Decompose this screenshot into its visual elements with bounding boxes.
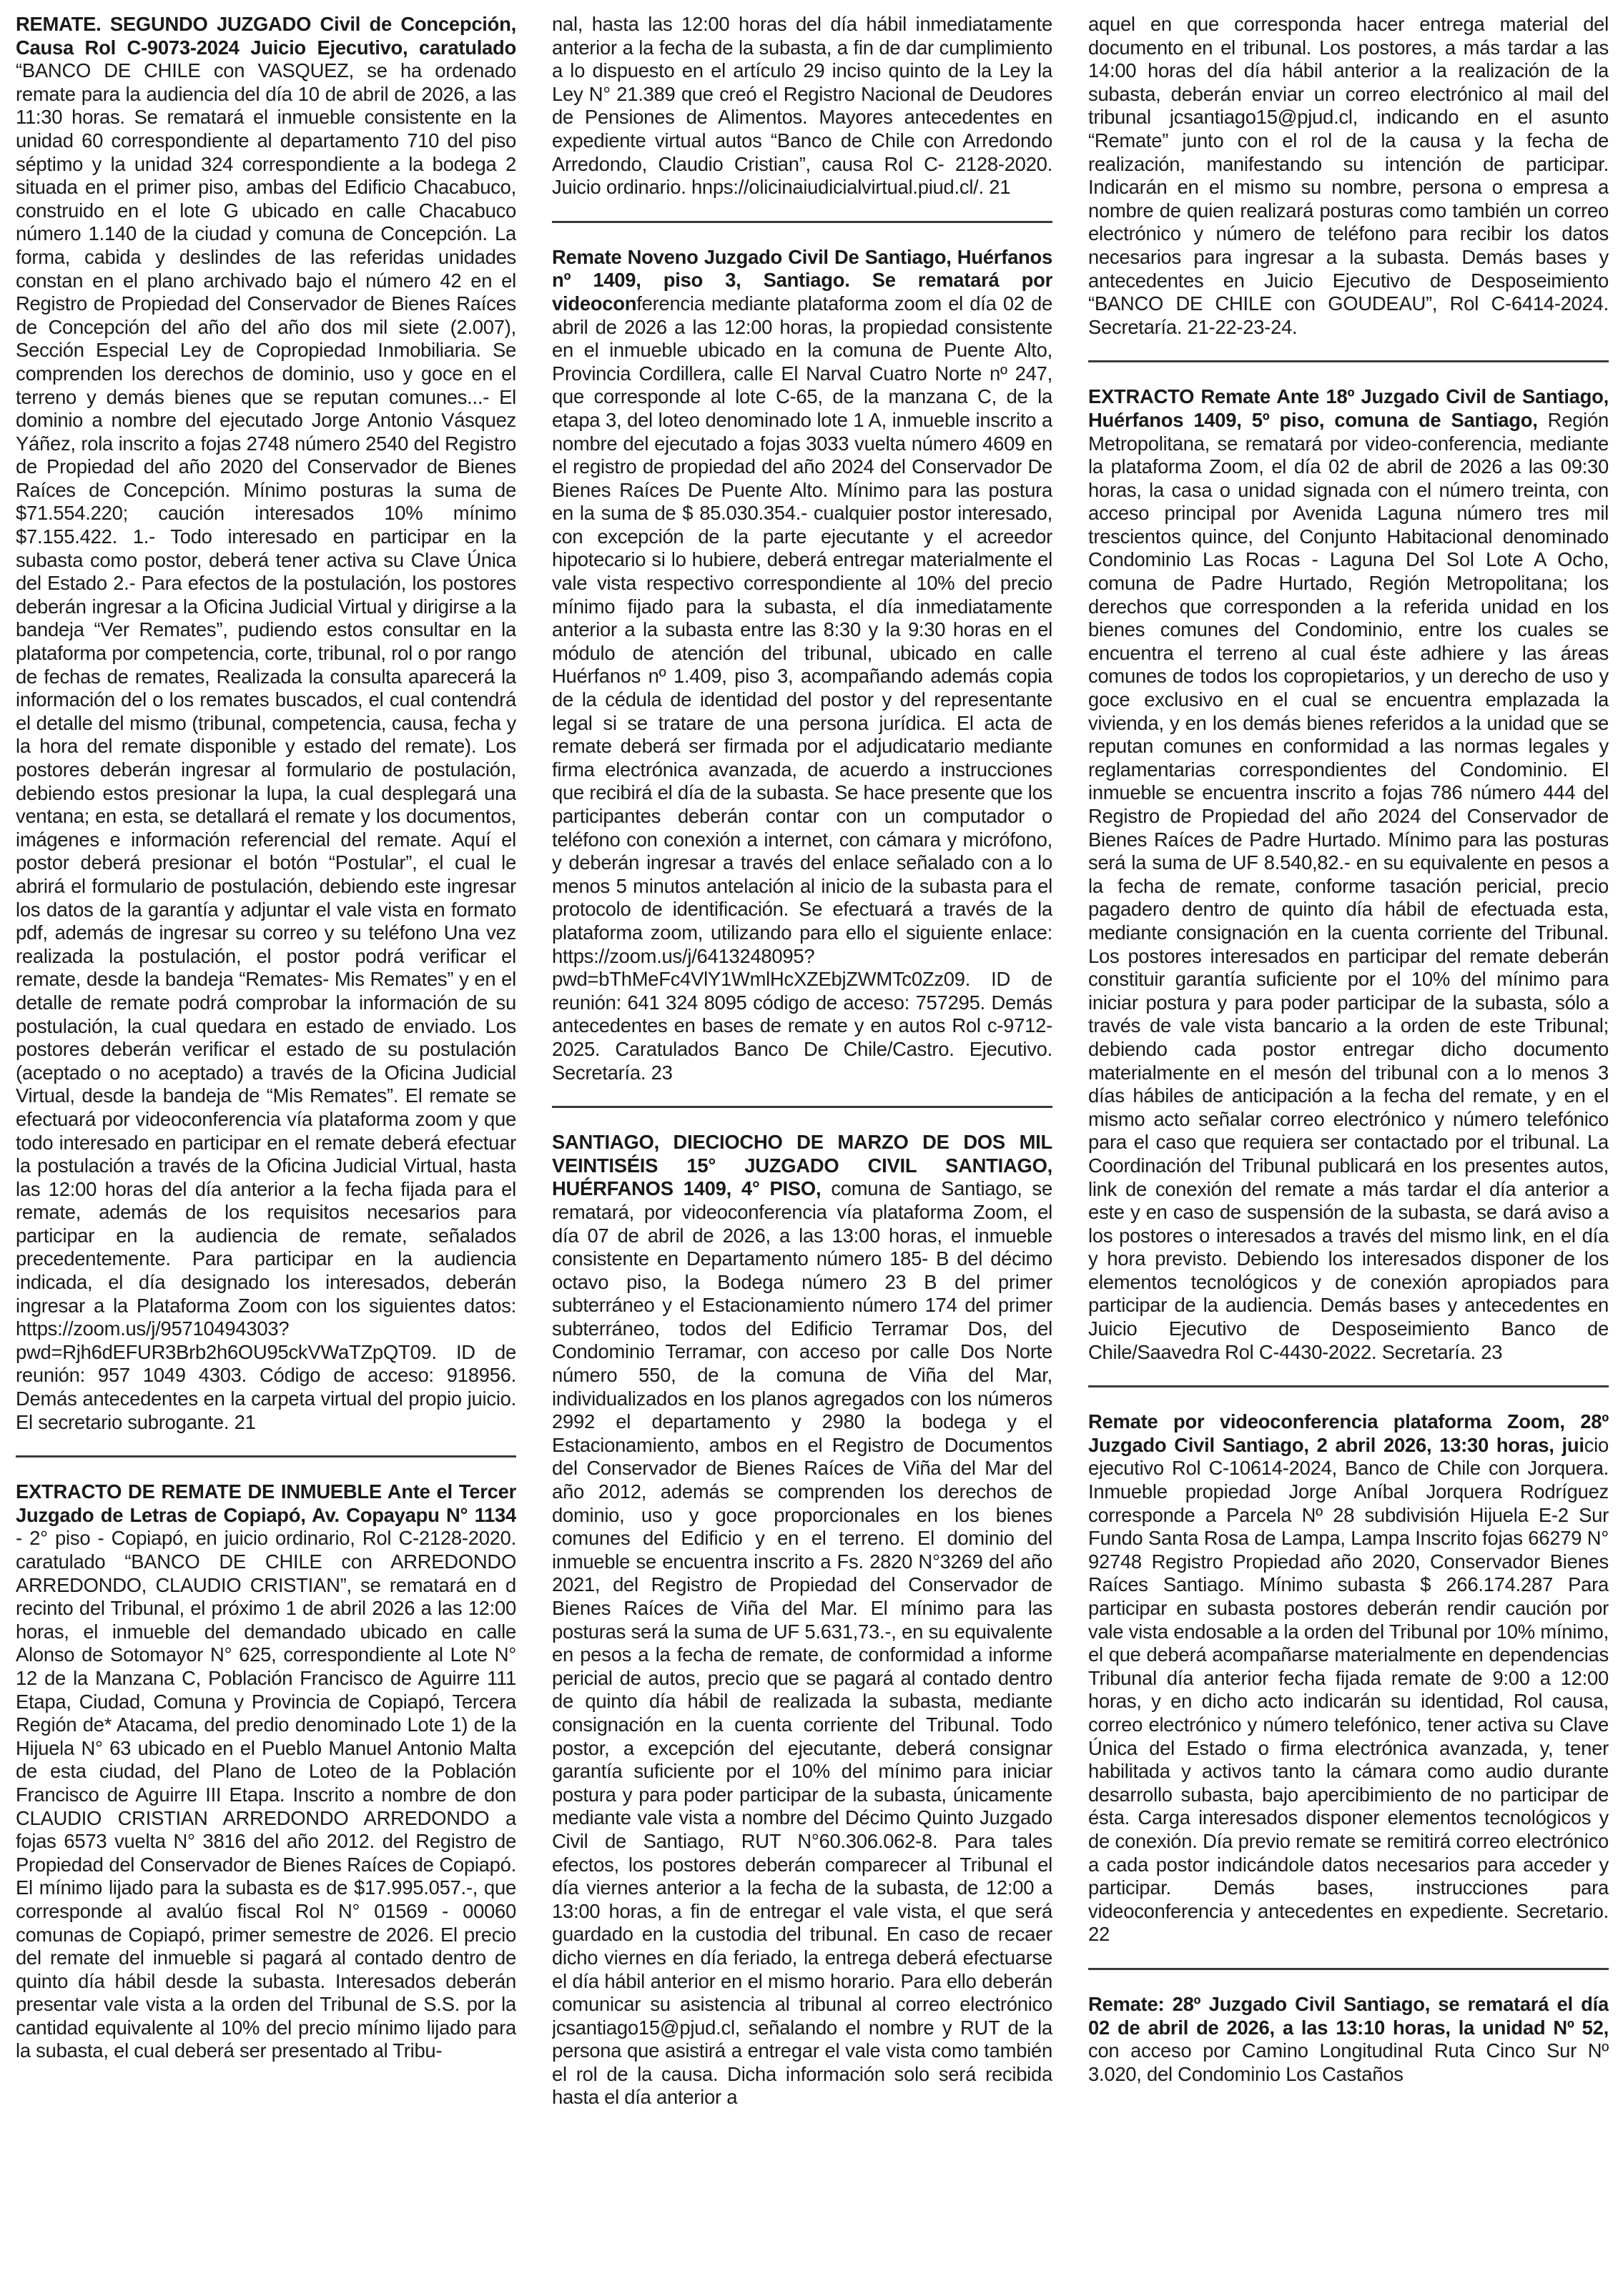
notice-body: nal, hasta las 12:00 horas del día hábil inmediatamente anterior a la fecha de la subasta, a fin de dar cumplimiento a lo dispuesto en el artículo 29 inciso quinto de la Ley la Ley N° 21.389 que creó el Registro Nacional de Deudores de Pensiones de Alimentos. Mayores antecedentes en expediente virtual autos “Banco de Chile con Arredondo Arredondo, Claudio Cristian”, causa Rol C- 2128-2020. Juicio ordinario. hnps://olicinaiudicialvirtual.piud.cl/. 21 bbox=[552, 13, 1052, 199]
notice-28-juzgado-zoom bbox=[1088, 1385, 1609, 1946]
notice-body: - 2° piso - Copiapó, en juicio ordinario, Rol C-2128-2020. caratulado “BANCO DE CHILE con ARREDONDO ARREDONDO, CLAUDIO CRISTIAN”, se rematará en d recinto del Tribunal, el próximo 1 de abril 2026 a las 12:00 horas, el inmueble del demandado ubicado en calle Alonso de Sotomayor N° 625, correspondiente al Lote N° 12 de la Manzana C, Población Francisco de Aguirre 111 Etapa, Ciudad, Comuna y Provincia de Copiapó, Tercera Región de* Atacama, del predio denominado Lote 1) de la Hijuela N° 63 ubicado en el Pueblo Manuel Antonio Malta de esta ciudad, del Plano de Loteo de la Población Francisco de Aguirre III Etapa. Inscrito a nombre de don CLAUDIO CRISTIAN ARREDONDO ARREDONDO a fojas 6573 vuelta N° 3816 del año 2012. del Registro de Propiedad del Conservador de Bienes Raíces de Copiapó. El mínimo lijado para la subasta es de $17.995.057.-, que corresponde al avalúo fiscal Rol N° 01569 - 00060 comunas de Copiapó, primer semestre de 2026. El precio del remate del inmueble si pagará al contado dentro de quinto día hábil desde la subasta. Interesados deberán presentar vale vista a la orden del Tribunal de S.S. por la cantidad equivalente al 10% del precio mínimo lijado para la subasta, el cual deberá ser presentado al Tribu- bbox=[16, 1527, 516, 2062]
notice-text bbox=[552, 1131, 1052, 2109]
notice-heading: REMATE. SEGUNDO JUZGADO Civil de Concepción, Causa Rol C-9073-2024 Juicio Ejecutivo, caratulado bbox=[16, 13, 516, 59]
notice-body: Región Metropolitana, se rematará por video-conferencia, mediante la plataforma Zoom, el día 02 de abril de 2026 a las 09:30 horas, la casa o unidad signada con el número treinta, con acceso principal por Avenida Laguna número tres mil trescientos quince, del Conjunto Habitacional denominado Condominio Las Rocas - Laguna Del Sol Lote A Ocho, comuna de Padre Hurtado, Región Metropolitana; los derechos que corresponden a la referida unidad en los bienes comunes del Condominio, entre los cuales se encuentra el terreno al cual éste adhiere y las áreas comunes de todos los copropietarios, y un derecho de uso y goce exclusivo en el cual se encuentra emplazada la vivienda, y en los demás bienes referidos a la unidad que se reputan comunes en conformidad a las normas legales y reglamentarias correspondientes del Condominio. El inmueble se encuentra inscrito a fojas 786 número 444 del Registro de Propiedad del año 2024 del Conservador de Bienes Raíces de Padre Hurtado. Mínimo para las posturas será la suma de UF 8.540,82.- en su equivalente en pesos a la fecha de remate, conforme tasación pericial, precio pagadero dentro de quinto día hábil de efectuada esta, mediante consignación en la cuenta corriente del Tribunal. Los postores interesados en participar del remate deberán constituir garantía suficiente por el 10% del mínimo para iniciar postura y para poder participar de la subasta, sólo a través de vale vista bancario a la orden de este Tribunal; debiendo cada postor entregar dicho documento materialmente en el mesón del tribunal con a lo menos 3 días hábiles de anticipación a la fecha del remate, y en el mismo acto señalar correo electrónico y número telefónico para el caso que requiera ser contactado por el tribunal. La Coordinación del Tribunal publicará en los presentes autos, link de conexión del remate a más tardar el día anterior a este y en caso de suspensión de la subasta, se dará aviso a los postores o interesados a través del mismo link, en el día y hora previsto. Debiendo los interesados disponer de los elementos tecnológicos y de conexión apropiados para participar de la audiencia. Demás bases y antecedentes en Juicio Ejecutivo de Desposeimiento Banco de Chile/Saavedra Rol C-4430-2022. Secretaría. 23 bbox=[1088, 408, 1609, 1363]
notice-text bbox=[1088, 1410, 1609, 1946]
notice-remate-segundo-juzgado-concepcion bbox=[16, 13, 516, 1434]
column-3 bbox=[1088, 13, 1609, 2296]
notice-body: ferencia mediante plataforma zoom el día 02 de abril de 2026 a las 12:00 horas, la propiedad consistente en el inmueble ubicado en la comuna de Puente Alto, Provincia Cordillera, calle El Narval Cuatro Norte nº 247, que corresponde al lote C-65, de la manzana C, de la etapa 3, del loteo denominado lote 1 A, inmueble inscrito a nombre del ejecutado a fojas 3033 vuelta número 4609 en el registro de propiedad del año 2024 del Conservador De Bienes Raíces De Puente Alto. Mínimo para las postura en la suma de $ 85.030.354.- cualquier postor interesado, con excepción de la parte ejecutante y el acreedor hipotecario si lo hubiere, deberá entregar materialmente el vale vista respectivo correspondiente al 10% del precio mínimo fijado para la subasta, el día inmediatamente anterior a la subasta entre las 8:30 y la 9:30 horas en el módulo de atención del tribunal, ubicado en calle Huérfanos nº 1.409, piso 3, acompañando además copia de la cédula de identidad del postor y del representante legal si se tratare de una persona jurídica. El acta de remate deberá ser firmada por el adjudicatario mediante firma electrónica avanzada, de acuerdo a instrucciones que recibirá el día de la subasta. Se hace presente que los participantes deberán contar con un computador o teléfono con conexión a internet, con cámara y micrófono, y deberán ingresar a través del enlace señalado con a lo menos 5 minutos antelación al inicio de la subasta para el protocolo de identificación. Se efectuará a través de la plataforma zoom, utilizando para ello el siguiente enlace: https://zoom.us/j/6413248095?pwd=bThMeFc4VlY1WmlHcXZEbjZWMTc0Zz09. ID de reunión: 641 324 8095 código de acceso: 757295. Demás antecedentes en bases de remate y en autos Rol c-9712-2025. Caratulados Banco De Chile/Castro. Ejecutivo. Secretaría. 23 bbox=[552, 292, 1052, 1084]
notice-heading: Remate: 28º Juzgado Civil Santiago, se rematará el día 02 de abril de 2026, a las 13:10 horas, la unidad Nº 52, bbox=[1088, 1992, 1609, 2039]
column-2 bbox=[552, 13, 1052, 2296]
notice-text bbox=[16, 13, 516, 1434]
notice-body: “BANCO DE CHILE con VASQUEZ, se ha ordenado remate para la audiencia del día 10 de abril de 2026, a las 11:30 horas. Se rematará el inmueble consistente en la unidad 60 correspondiente al departamento 710 del piso séptimo y la unidad 324 correspondiente a la bodega 2 situada en el primer piso, ambas del Edificio Chacabuco, construido en el lote G ubicado en calle Chacabuco número 1.140 de la ciudad y comuna de Concepción. La forma, cabida y deslindes de las referidas unidades constan en el plano archivado bajo el número 42 en el Registro de Propiedad del Conservador de Bienes Raíces de Concepción del año del año dos mil siete (2.007), Sección Especial Ley de Copropiedad Inmobiliaria. Se comprenden los derechos de dominio, uso y goce en el terreno y demás bienes que se reputan comunes...- El dominio a nombre del ejecutado Jorge Antonio Vásquez Yáñez, rola inscrito a fojas 2748 número 2540 del Registro de Propiedad del año 2020 del Conservador de Bienes Raíces de Concepción. Mínimo posturas la suma de $71.554.220; caución interesados 10% mínimo $7.155.422. 1.- Todo interesado en participar en la subasta como postor, deberá tener activa su Clave Única del Estado 2.- Para efectos de la postulación, los postores deberán ingresar a la Oficina Judicial Virtual y dirigirse a la bandeja “Ver Remates”, pudiendo estos consultar en la plataforma por competencia, corte, tribunal, rol o por rango de fechas de remates, Realizada la consulta aparecerá la información del o los remates buscados, el cual contendrá el detalle del mismo (tribunal, competencia, causa, fecha y la hora del remate disponible y estado del remate). Los postores deberán ingresar al formulario de postulación, debiendo estos presionar la lupa, la cual desplegará una ventana; en esta, se detallará el remate y los documentos, imágenes e información referencial del remate. Aquí el postor deberá presionar el botón “Postular”, el cual le abrirá el formulario de postulación, debiendo este ingresar los datos de la garantía y adjuntar el vale vista en formato pdf, además de ingresar su correo y su teléfono Una vez realizada la postulación, el postor podrá verificar el remate, desde la bandeja “Remates- Mis Remates” y en el detalle de remate podrá comprobar la información de su postulación, la cual quedara en estado de enviado. Los postores deberán verificar el estado de su postulación (aceptado o no aceptado) a través de la Oficina Judicial Virtual, desde la bandeja de “Mis Remates”. El remate se efectuará por videoconferencia vía plataforma zoom y que todo interesado en participar en el remate deberá efectuar la postulación a través de la Oficina Judicial Virtual, hasta las 12:00 horas del día anterior a la fecha fijada para el remate, además de los requisitos necesarios para participar en la audiencia de remate, señalados precedentemente. Para participar en la audiencia indicada, el día designado los interesados, deberán ingresar a la Plataforma Zoom con los siguientes datos: https://zoom.us/j/95710494303?pwd=Rjh6dEFUR3Brb2h6OU95ckVWaTZpQT09. ID de reunión: 957 1049 4303. Código de acceso: 918956. Demás antecedentes en la carpeta virtual del propio juicio. El secretario subrogante. 21 bbox=[16, 59, 516, 1433]
notice-body: aquel en que corresponda hacer entrega material del documento en el tribunal. Los postores, a más tardar a las 14:00 horas del día hábil anterior a la realización de la subasta, deberán enviar un correo electrónico al mail del tribunal jcsantiago15@pjud.cl, indicando en el asunto “Remate” junto con el rol de la causa y la fecha de realización, manifestando su intención de participar. Indicarán en el mismo su nombre, persona o empresa a nombre de quien realizará posturas como también un correo electrónico y número de teléfono para recibir los datos necesarios para ingresar a la subasta. Demás bases y antecedentes en Juicio Ejecutivo de Desposeimiento “BANCO DE CHILE con GOUDEAU”, Rol C-6414-2024. Secretaría. 21-22-23-24. bbox=[1088, 13, 1609, 338]
notice-28-juzgado-unidad-52 bbox=[1088, 1968, 1609, 2086]
notice-text bbox=[1088, 385, 1609, 1364]
notice-extracto-tercer-juzgado-copiapo bbox=[16, 1455, 516, 2063]
notice-15-juzgado-santiago bbox=[552, 1106, 1052, 2109]
notice-heading: Remate Noveno Juzgado Civil De Santiago, Huérfanos nº 1409, piso 3, Santiago. Se rematará por videocon bbox=[552, 245, 1052, 315]
notice-15-juzgado-continuation bbox=[1088, 13, 1609, 339]
notice-heading: EXTRACTO DE REMATE DE INMUEBLE Ante el Tercer Juzgado de Letras de Copiapó, Av. Copayapu N° 1134 bbox=[16, 1480, 516, 1526]
notice-text bbox=[1088, 1993, 1609, 2086]
notice-text bbox=[16, 1480, 516, 2063]
notice-noveno-juzgado-santiago bbox=[552, 221, 1052, 1084]
notice-body: comuna de Santiago, se rematará, por videoconferencia vía plataforma Zoom, el día 07 de abril de 2026, a las 13:00 horas, el inmueble consistente en Departamento número 185- B del décimo octavo piso, la Bodega número 23 B del primer subterráneo y el Estacionamiento número 174 del primer subterráneo, todos del Edificio Terramar Dos, del Condominio Terramar, con acceso por calle Dos Norte número 550, de la comuna de Viña del Mar, individualizados en los planos agregados con los números 2992 el departamento y 2980 la bodega y el Estacionamiento, ambos en el Registro de Documentos del Conservador de Bienes Raíces de Viña del Mar del año 2012, además se comprenden los derechos de dominio, uso y goce proporcionales en los bienes comunes del Edificio y en el terreno. El dominio del inmueble se encuentra inscrito a Fs. 2820 N°3269 del año 2021, del Registro de Propiedad del Conservador de Bienes Raíces de Viña del Mar. El mínimo para las posturas será la suma de UF 5.631,73.-, en su equivalente en pesos a la fecha de remate, de conformidad a informe pericial de autos, precio que se pagará al contado dentro de quinto día hábil de realizada la subasta, mediante consignación en la cuenta corriente del Tribunal. Todo postor, a excepción del ejecutante, deberá consignar garantía suficiente por el 10% del mínimo para iniciar postura y para poder participar de la subasta, únicamente mediante vale vista a nombre del Décimo Quinto Juzgado Civil de Santiago, RUT N°60.306.062-8. Para tales efectos, los postores deberán comparecer al Tribunal el día viernes anterior a la fecha de la subasta, de 12:00 a 13:00 horas, a fin de entregar el vale vista, el que será guardado en la custodia del tribunal. En caso de recaer dicho viernes en día feriado, la entrega deberá efectuarse el día hábil anterior en el mismo horario. Para ello deberán comunicar su asistencia al tribunal al correo electrónico jcsantiago15@pjud.cl, señalando el nombre y RUT de la persona que asistirá a entregar el vale vista como también el rol de la causa. Dicha información solo será recibida hasta el día anterior a bbox=[552, 1177, 1052, 2109]
notice-body: con acceso por Camino Longitudinal Ruta Cinco Sur Nº 3.020, del Condominio Los Castaños bbox=[1088, 2039, 1609, 2085]
notice-body: cio ejecutivo Rol C-10614-2024, Banco de Chile con Jorquera. Inmueble propiedad Jorge Aníbal Jorquera Rodríguez corresponde a Parcela Nº 28 subdivisión Hijuela E-2 Sur Fundo Santa Rosa de Lampa, Lampa Inscrito fojas 66279 N° 92748 Registro Propiedad año 2020, Conservador Bienes Raíces Santiago. Mínimo subasta $ 266.174.287 Para participar en subasta postores deberán rendir caución por vale vista endosable a la orden del Tribunal por 10% mínimo, el que deberá acompañarse materialmente en dependencias Tribunal día anterior fecha fijada remate de 9:00 a 12:00 horas, y en dicho acto indicarán su identidad, Rol causa, correo electrónico y número telefónico, tener activa su Clave Única del Estado o firma electrónica avanzada, y, tener habilitada y activos tanto la cámara como audio durante desarrollo subasta, bajo apercibimiento de no participar de ésta. Carga interesados disponer elementos tecnológicos y de conexión. Día previo remate se remitirá correo electrónico a cada postor indicándole datos necesarios para acceder y participar. Demás bases, instrucciones para videoconferencia y antecedentes en expediente. Secretario. 22 bbox=[1088, 1433, 1609, 1946]
notice-heading: EXTRACTO Remate Ante 18º Juzgado Civil de Santiago, Huérfanos 1409, 5º piso, comuna de Santiago, bbox=[1088, 385, 1609, 431]
notice-text bbox=[1088, 13, 1609, 339]
notice-heading: Remate por videoconferencia plataforma Zoom, 28º Juzgado Civil Santiago, 2 abril 2026, 13:30 horas, jui bbox=[1088, 1410, 1609, 1456]
column-1 bbox=[16, 13, 516, 2296]
notice-copiapo-continuation bbox=[552, 13, 1052, 199]
notice-text bbox=[552, 246, 1052, 1084]
notice-text bbox=[552, 13, 1052, 199]
notice-heading: SANTIAGO, DIECIOCHO DE MARZO DE DOS MIL VEINTISÉIS 15° JUZGADO CIVIL SANTIAGO, HUÉRFANOS 1409, 4° PISO, bbox=[552, 1131, 1052, 1200]
notice-18-juzgado-santiago bbox=[1088, 360, 1609, 1364]
